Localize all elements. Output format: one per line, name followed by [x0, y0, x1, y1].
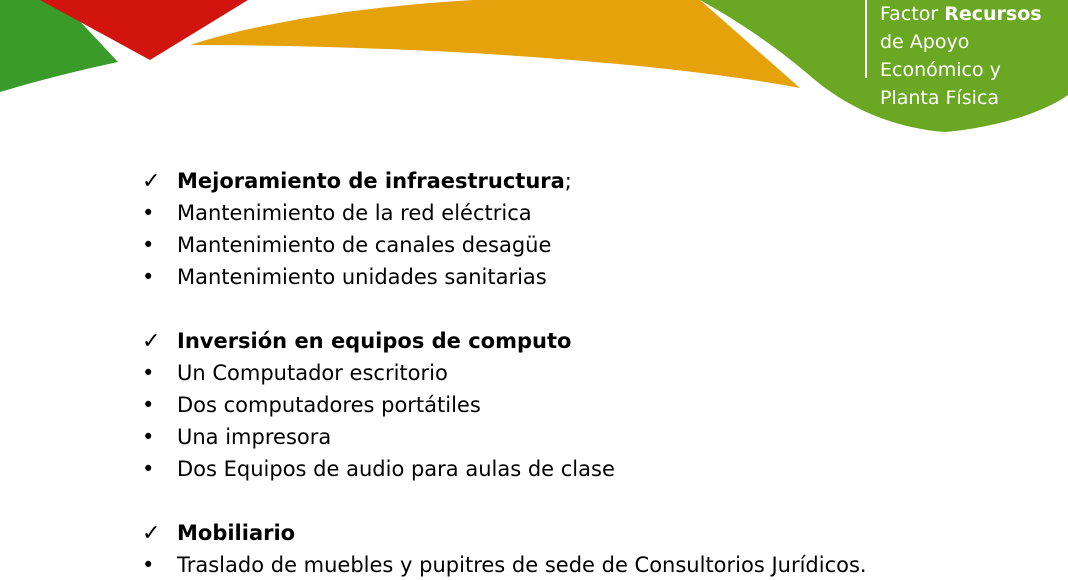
list-item-text: Una impresora: [177, 425, 332, 449]
factor-title: [880, 0, 1060, 112]
list-item: [142, 229, 1042, 261]
section-infraestructura: [142, 165, 1042, 293]
factor-word: Factor: [880, 3, 939, 25]
bullet-icon: •: [142, 201, 155, 225]
heading-text: Mobiliario: [177, 521, 296, 545]
list-item: [142, 197, 1042, 229]
bullet-icon: •: [142, 553, 155, 577]
factor-line-4: Planta Física: [880, 87, 1000, 109]
heading-text: Inversión en equipos de computo: [177, 329, 572, 353]
content-list: [142, 165, 1042, 580]
factor-line-3: Económico y: [880, 59, 1001, 81]
section-heading: [142, 165, 1042, 197]
header-divider: [865, 0, 867, 78]
bullet-icon: •: [142, 233, 155, 257]
checkmark-icon: ✓: [142, 520, 161, 546]
checkmark-icon: ✓: [142, 168, 161, 194]
orange-swoosh-shape: [190, 0, 800, 88]
factor-line-2: de Apoyo: [880, 31, 970, 53]
bullet-icon: •: [142, 425, 155, 449]
list-item: [142, 421, 1042, 453]
bullet-icon: •: [142, 361, 155, 385]
section-equipos: [142, 325, 1042, 485]
heading-text: Mejoramiento de infraestructura: [177, 169, 565, 193]
bullet-icon: •: [142, 457, 155, 481]
heading-suffix: ;: [564, 169, 572, 193]
bullet-icon: •: [142, 265, 155, 289]
section-heading: [142, 325, 1042, 357]
list-item-text: Un Computador escritorio: [177, 361, 448, 385]
list-item: [142, 357, 1042, 389]
section-mobiliario: [142, 517, 1042, 580]
list-item: [142, 453, 1042, 485]
list-item: [142, 549, 1042, 580]
section-heading: [142, 517, 1042, 549]
bullet-icon: •: [142, 393, 155, 417]
list-item-text: Dos computadores portátiles: [177, 393, 481, 417]
factor-recursos-word: Recursos: [944, 3, 1042, 25]
list-item-text: Mantenimiento unidades sanitarias: [177, 265, 547, 289]
list-item-text: Dos Equipos de audio para aulas de clase: [177, 457, 615, 481]
list-item: [142, 389, 1042, 421]
list-item-text: Mantenimiento de canales desagüe: [177, 233, 552, 257]
list-item-text: Mantenimiento de la red eléctrica: [177, 201, 532, 225]
list-item: [142, 261, 1042, 293]
list-item-text: Traslado de muebles y pupitres de sede de Consultorios Jurídicos.: [177, 553, 867, 577]
checkmark-icon: ✓: [142, 328, 161, 354]
